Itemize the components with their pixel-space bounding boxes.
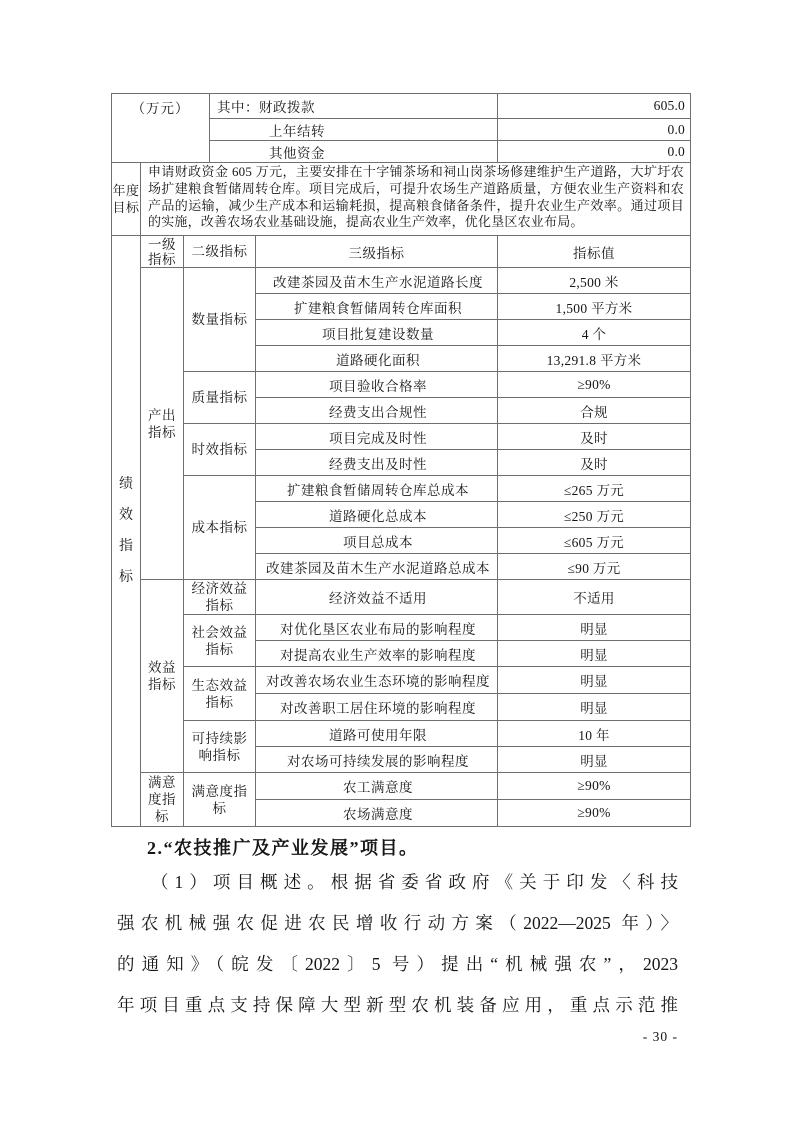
funding-label-fiscal-allocation: 其中：财政拨款: [210, 94, 498, 119]
indicator-name: 对提高农业生产效率的影响程度: [256, 641, 498, 667]
indicator-name: 道路硬化总成本: [256, 502, 498, 528]
header-level3: 三级指标: [256, 236, 498, 268]
indicator-name: 经费支出合规性: [256, 398, 498, 424]
level2-quantity: 数量指标: [184, 268, 256, 372]
indicator-value: ≥90%: [498, 800, 691, 827]
paragraph-line: 年项目重点支持保障大型新型农机装备应用，重点示范推: [117, 995, 678, 1015]
indicator-value: 明显: [498, 747, 691, 773]
performance-indicators-table: [111, 235, 691, 827]
indicator-value: 明显: [498, 641, 691, 667]
indicator-value: ≤265 万元: [498, 476, 691, 502]
indicator-value: ≥90%: [498, 773, 691, 800]
indicator-name: 项目验收合格率: [256, 372, 498, 398]
indicator-value: 明显: [498, 694, 691, 721]
indicator-name: 道路硬化面积: [256, 346, 498, 372]
indicator-value: 1,500 平方米: [498, 294, 691, 320]
indicator-value: 2,500 米: [498, 268, 691, 294]
funding-value-other-funds: 0.0: [498, 141, 691, 163]
indicator-value: 10 年: [498, 721, 691, 747]
indicator-name: 项目完成及时性: [256, 424, 498, 450]
indicator-name: 改建茶园及苗木生产水泥道路长度: [256, 268, 498, 294]
indicator-value: 不适用: [498, 580, 691, 615]
indicator-name: 对改善农场农业生态环境的影响程度: [256, 667, 498, 694]
indicator-value: ≥90%: [498, 372, 691, 398]
page-number: - 30 -: [642, 1029, 678, 1044]
indicator-name: 经费支出及时性: [256, 450, 498, 476]
indicator-value: 合规: [498, 398, 691, 424]
indicator-name: 扩建粮食暂储周转仓库总成本: [256, 476, 498, 502]
funding-row: [112, 94, 691, 119]
level2-cost: 成本指标: [184, 476, 256, 580]
level2-social-benefit: 社会效益指标: [184, 615, 256, 667]
indicator-row: [112, 615, 691, 641]
indicator-name: 项目批复建设数量: [256, 320, 498, 346]
indicator-name: 经济效益不适用: [256, 580, 498, 615]
indicator-name: 农工满意度: [256, 773, 498, 800]
indicator-value: 4 个: [498, 320, 691, 346]
indicator-row: [112, 476, 691, 502]
indicator-value: 及时: [498, 450, 691, 476]
indicator-name: 农场满意度: [256, 800, 498, 827]
level2-satisfaction: 满意度指标: [184, 773, 256, 827]
indicator-value: ≤90 万元: [498, 554, 691, 580]
indicator-value: 明显: [498, 615, 691, 641]
indicator-value: 13,291.8 平方米: [498, 346, 691, 372]
annual-goal-row: [112, 163, 691, 236]
indicator-row: [112, 424, 691, 450]
level2-ecological-benefit: 生态效益指标: [184, 667, 256, 721]
funding-value-fiscal-allocation: 605.0: [498, 94, 691, 119]
indicator-row: [112, 580, 691, 615]
level2-quality: 质量指标: [184, 372, 256, 424]
funding-value-carryover: 0.0: [498, 119, 691, 141]
indicator-header-row: [112, 236, 691, 268]
budget-performance-table: [111, 93, 690, 827]
funding-table: [111, 93, 691, 163]
level1-benefit: 效益指标: [141, 580, 184, 773]
project-overview-paragraph: [117, 862, 678, 1026]
indicator-row: [112, 667, 691, 694]
header-level1: 一级指标: [141, 236, 184, 268]
header-value: 指标值: [498, 236, 691, 268]
performance-side-label: 绩效指标: [112, 236, 141, 827]
indicator-value: 及时: [498, 424, 691, 450]
funding-label-other-funds: 其他资金: [210, 141, 498, 163]
annual-goal-label: 年度目标: [112, 163, 141, 236]
indicator-name: 改建茶园及苗木生产水泥道路总成本: [256, 554, 498, 580]
level1-output: 产出指标: [141, 268, 184, 580]
indicator-name: 对改善职工居住环境的影响程度: [256, 694, 498, 721]
annual-goal-table: [111, 162, 691, 236]
header-level2: 二级指标: [184, 236, 256, 268]
level1-satisfaction: 满意度指标: [141, 773, 184, 827]
level2-sustainable-impact: 可持续影响指标: [184, 721, 256, 773]
indicator-name: 道路可使用年限: [256, 721, 498, 747]
indicator-name: 扩建粮食暂储周转仓库面积: [256, 294, 498, 320]
body-text-section: [117, 834, 678, 1026]
indicator-name: 项目总成本: [256, 528, 498, 554]
indicator-value: ≤250 万元: [498, 502, 691, 528]
indicator-row: [112, 721, 691, 747]
indicator-row: [112, 372, 691, 398]
level2-timeliness: 时效指标: [184, 424, 256, 476]
paragraph-line: 的通知》（皖发〔2022〕5 号）提出“机械强农”，2023: [117, 954, 678, 974]
indicator-value: 明显: [498, 667, 691, 694]
unit-label-cell: （万元）: [112, 94, 210, 163]
level2-economic-benefit: 经济效益指标: [184, 580, 256, 615]
paragraph-line: 强农机械强农促进农民增收行动方案（2022—2025 年）〉: [117, 913, 678, 933]
indicator-name: 对优化垦区农业布局的影响程度: [256, 615, 498, 641]
paragraph-line: （1）项目概述。根据省委省政府《关于印发〈科技: [151, 872, 678, 892]
indicator-value: ≤605 万元: [498, 528, 691, 554]
indicator-row: [112, 773, 691, 800]
indicator-name: 对农场可持续发展的影响程度: [256, 747, 498, 773]
funding-label-carryover: 上年结转: [210, 119, 498, 141]
annual-goal-text: 申请财政资金 605 万元，主要安排在十字铺茶场和祠山岗茶场修建维护生产道路，大圹圩农场扩建粮食暂储周转仓库。项目完成后，可提升农场生产道路质量，方便农业生产资料和农产品的运输，减少生产成本和运输耗损，提高粮食储备条件，提升农业生产效率。通过项目的实施，改善农场农业基础设施，提高农业生产效率，优化垦区农业布局。: [141, 163, 691, 236]
indicator-row: [112, 268, 691, 294]
section-heading: 2.“农技推广及产业发展”项目。: [147, 838, 419, 858]
